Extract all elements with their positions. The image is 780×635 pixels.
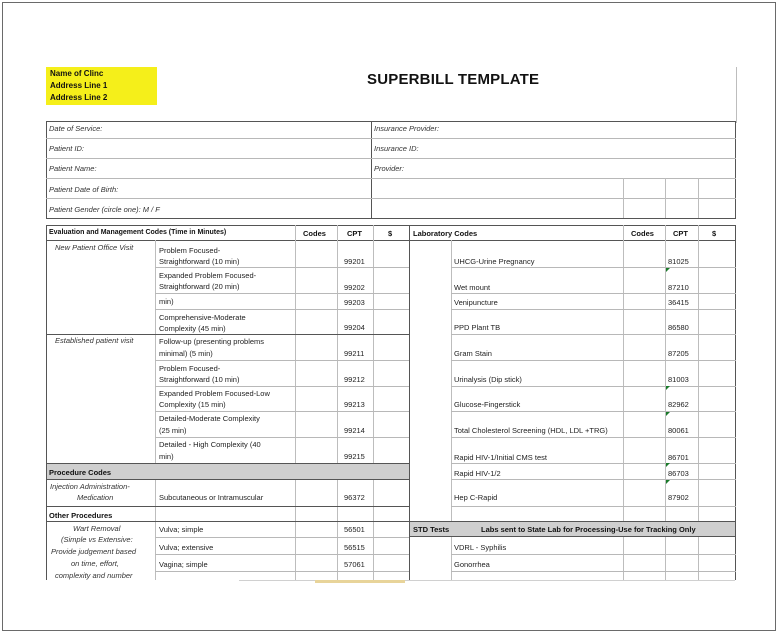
patient-id-label: Patient ID:: [49, 144, 85, 153]
lab-row-7-name: Glucose-Fingerstick: [454, 400, 521, 409]
em-row-3-line-2: min): [159, 297, 174, 306]
em-row-6-line-2: Straightforward (10 min): [159, 375, 240, 384]
em-row-8-line-1: Detailed-Moderate Complexity: [159, 414, 260, 423]
other-row-2-desc: Vulva; extensive: [159, 543, 214, 552]
em-row-1-cpt: 99201: [344, 257, 365, 266]
lab-row-8-name: Total Cholesterol Screening (HDL, LDL +TRG): [454, 426, 608, 435]
lab-row-4-cpt: 86580: [668, 323, 689, 332]
em-cpt-column-header: CPT: [347, 229, 362, 238]
em-row-1-line-1: Problem Focused-: [159, 246, 221, 255]
lab-codes-column-header: Codes: [631, 229, 654, 238]
superbill-sheet: [2, 2, 776, 631]
clinic-address-1: Address Line 1: [50, 81, 108, 90]
patient-name-label: Patient Name:: [49, 164, 97, 173]
em-row-4-cpt: 99204: [344, 323, 365, 332]
comment-indicator-icon: [666, 386, 670, 390]
lab-row-10-name: Rapid HIV-1/2: [454, 469, 501, 478]
other-row-3-cpt: 57061: [344, 560, 365, 569]
em-dollar-column-header: $: [388, 229, 393, 238]
em-row-4-line-2: Complexity (45 min): [159, 324, 226, 333]
clinic-name: Name of Clinc: [50, 69, 104, 78]
em-row-9-line-2: min): [159, 452, 174, 461]
patient-dob-label: Patient Date of Birth:: [49, 185, 119, 194]
em-row-3-cpt: 99203: [344, 298, 365, 307]
other-row-1-desc: Vulva; simple: [159, 525, 204, 534]
patient-gender-label: Patient Gender (circle one): M / F: [49, 205, 160, 214]
cell-selection-marker: [315, 580, 405, 583]
lab-row-10-cpt: 86703: [668, 469, 689, 478]
em-row-5-line-2: minimal) (5 min): [159, 349, 213, 358]
std-tests-header: STD Tests: [413, 525, 450, 534]
em-row-6-cpt: 99212: [344, 375, 365, 384]
em-row-1-line-2: Straightforward (10 min): [159, 257, 240, 266]
insurance-id-label: Insurance ID:: [374, 144, 419, 153]
comment-indicator-icon: [666, 412, 670, 416]
std-row-1: VDRL - Syphilis: [454, 543, 507, 552]
page-title: SUPERBILL TEMPLATE: [367, 71, 540, 88]
wart-label-line-4: on time, effort,: [71, 559, 119, 568]
clinic-info-box: [46, 67, 157, 105]
injection-label-line-2: Medication: [77, 493, 114, 502]
lab-row-3-name: Venipuncture: [454, 298, 498, 307]
lab-row-3-cpt: 36415: [668, 298, 689, 307]
em-row-8-line-2: (25 min): [159, 426, 187, 435]
procedure-section-header: Procedure Codes: [49, 468, 112, 477]
lab-row-2-cpt: 87210: [668, 283, 689, 292]
wart-label-line-2: (Simple vs Extensive:: [61, 535, 133, 544]
em-row-2-cpt: 99202: [344, 283, 365, 292]
em-row-6-line-1: Problem Focused-: [159, 364, 221, 373]
lab-row-9-name: Rapid HIV-1/Initial CMS test: [454, 453, 547, 462]
other-row-2-cpt: 56515: [344, 543, 365, 552]
lab-row-11-name: Hep C-Rapid: [454, 493, 498, 502]
wart-label-line-3: Provide judgement based: [51, 547, 137, 556]
injection-cpt: 96372: [344, 493, 365, 502]
provider-label: Provider:: [374, 164, 405, 173]
em-row-2-line-2: Straightforward (20 min): [159, 282, 240, 291]
lab-row-5-cpt: 87205: [668, 349, 689, 358]
em-row-7-line-1: Expanded Problem Focused-Low: [159, 389, 270, 398]
other-row-3-desc: Vagina; simple: [159, 560, 208, 569]
lab-row-1-name: UHCG-Urine Pregnancy: [454, 257, 535, 266]
lab-dollar-column-header: $: [712, 229, 717, 238]
em-codes-column-header: Codes: [303, 229, 326, 238]
injection-label-line-1: Injection Administration-: [50, 482, 130, 491]
em-row-5-cpt: 99211: [344, 349, 365, 358]
comment-indicator-icon: [666, 268, 670, 272]
established-patient-label: Established patient visit: [55, 336, 134, 345]
lab-row-7-cpt: 82962: [668, 400, 689, 409]
em-row-8-cpt: 99214: [344, 426, 365, 435]
date-of-service-label: Date of Service:: [49, 124, 103, 133]
wart-label-line-5: complexity and number: [55, 571, 133, 580]
lab-row-4-name: PPD Plant TB: [454, 323, 501, 332]
lab-row-8-cpt: 80061: [668, 426, 689, 435]
other-row-1-cpt: 56501: [344, 525, 365, 534]
lab-row-5-name: Gram Stain: [454, 349, 492, 358]
new-patient-label: New Patient Office Visit: [55, 243, 134, 252]
lab-row-11-cpt: 87902: [668, 493, 689, 502]
lab-row-1-cpt: 81025: [668, 257, 689, 266]
em-row-7-line-2: Complexity (15 min): [159, 400, 226, 409]
lab-row-6-name: Urinalysis (Dip stick): [454, 375, 522, 384]
lab-row-6-cpt: 81003: [668, 375, 689, 384]
lab-row-9-cpt: 86701: [668, 453, 689, 462]
em-row-7-cpt: 99213: [344, 400, 365, 409]
lab-row-2-name: Wet mount: [454, 283, 491, 292]
lab-section-header: Laboratory Codes: [413, 229, 478, 238]
std-subheader: Labs sent to State Lab for Processing-Use for Tracking Only: [481, 525, 696, 534]
em-row-4-line-1: Comprehensive-Moderate: [159, 313, 246, 322]
em-row-5-line-1: Follow-up (presenting problems: [159, 337, 265, 346]
comment-indicator-icon: [666, 463, 670, 467]
other-procedures-header: Other Procedures: [49, 511, 113, 520]
em-row-9-line-1: Detailed - High Complexity (40: [159, 440, 261, 449]
insurance-provider-label: Insurance Provider:: [374, 124, 440, 133]
std-row-2: Gonorrhea: [454, 560, 490, 569]
lab-cpt-column-header: CPT: [673, 229, 688, 238]
wart-label-line-1: Wart Removal: [73, 524, 121, 533]
em-row-9-cpt: 99215: [344, 452, 365, 461]
em-section-header: Evaluation and Management Codes (Time in Minutes): [49, 229, 227, 236]
comment-indicator-icon: [666, 480, 670, 484]
em-row-2-line-1: Expanded Problem Focused-: [159, 271, 257, 280]
clinic-address-2: Address Line 2: [50, 93, 108, 102]
injection-description: Subcutaneous or Intramuscular: [159, 493, 264, 502]
